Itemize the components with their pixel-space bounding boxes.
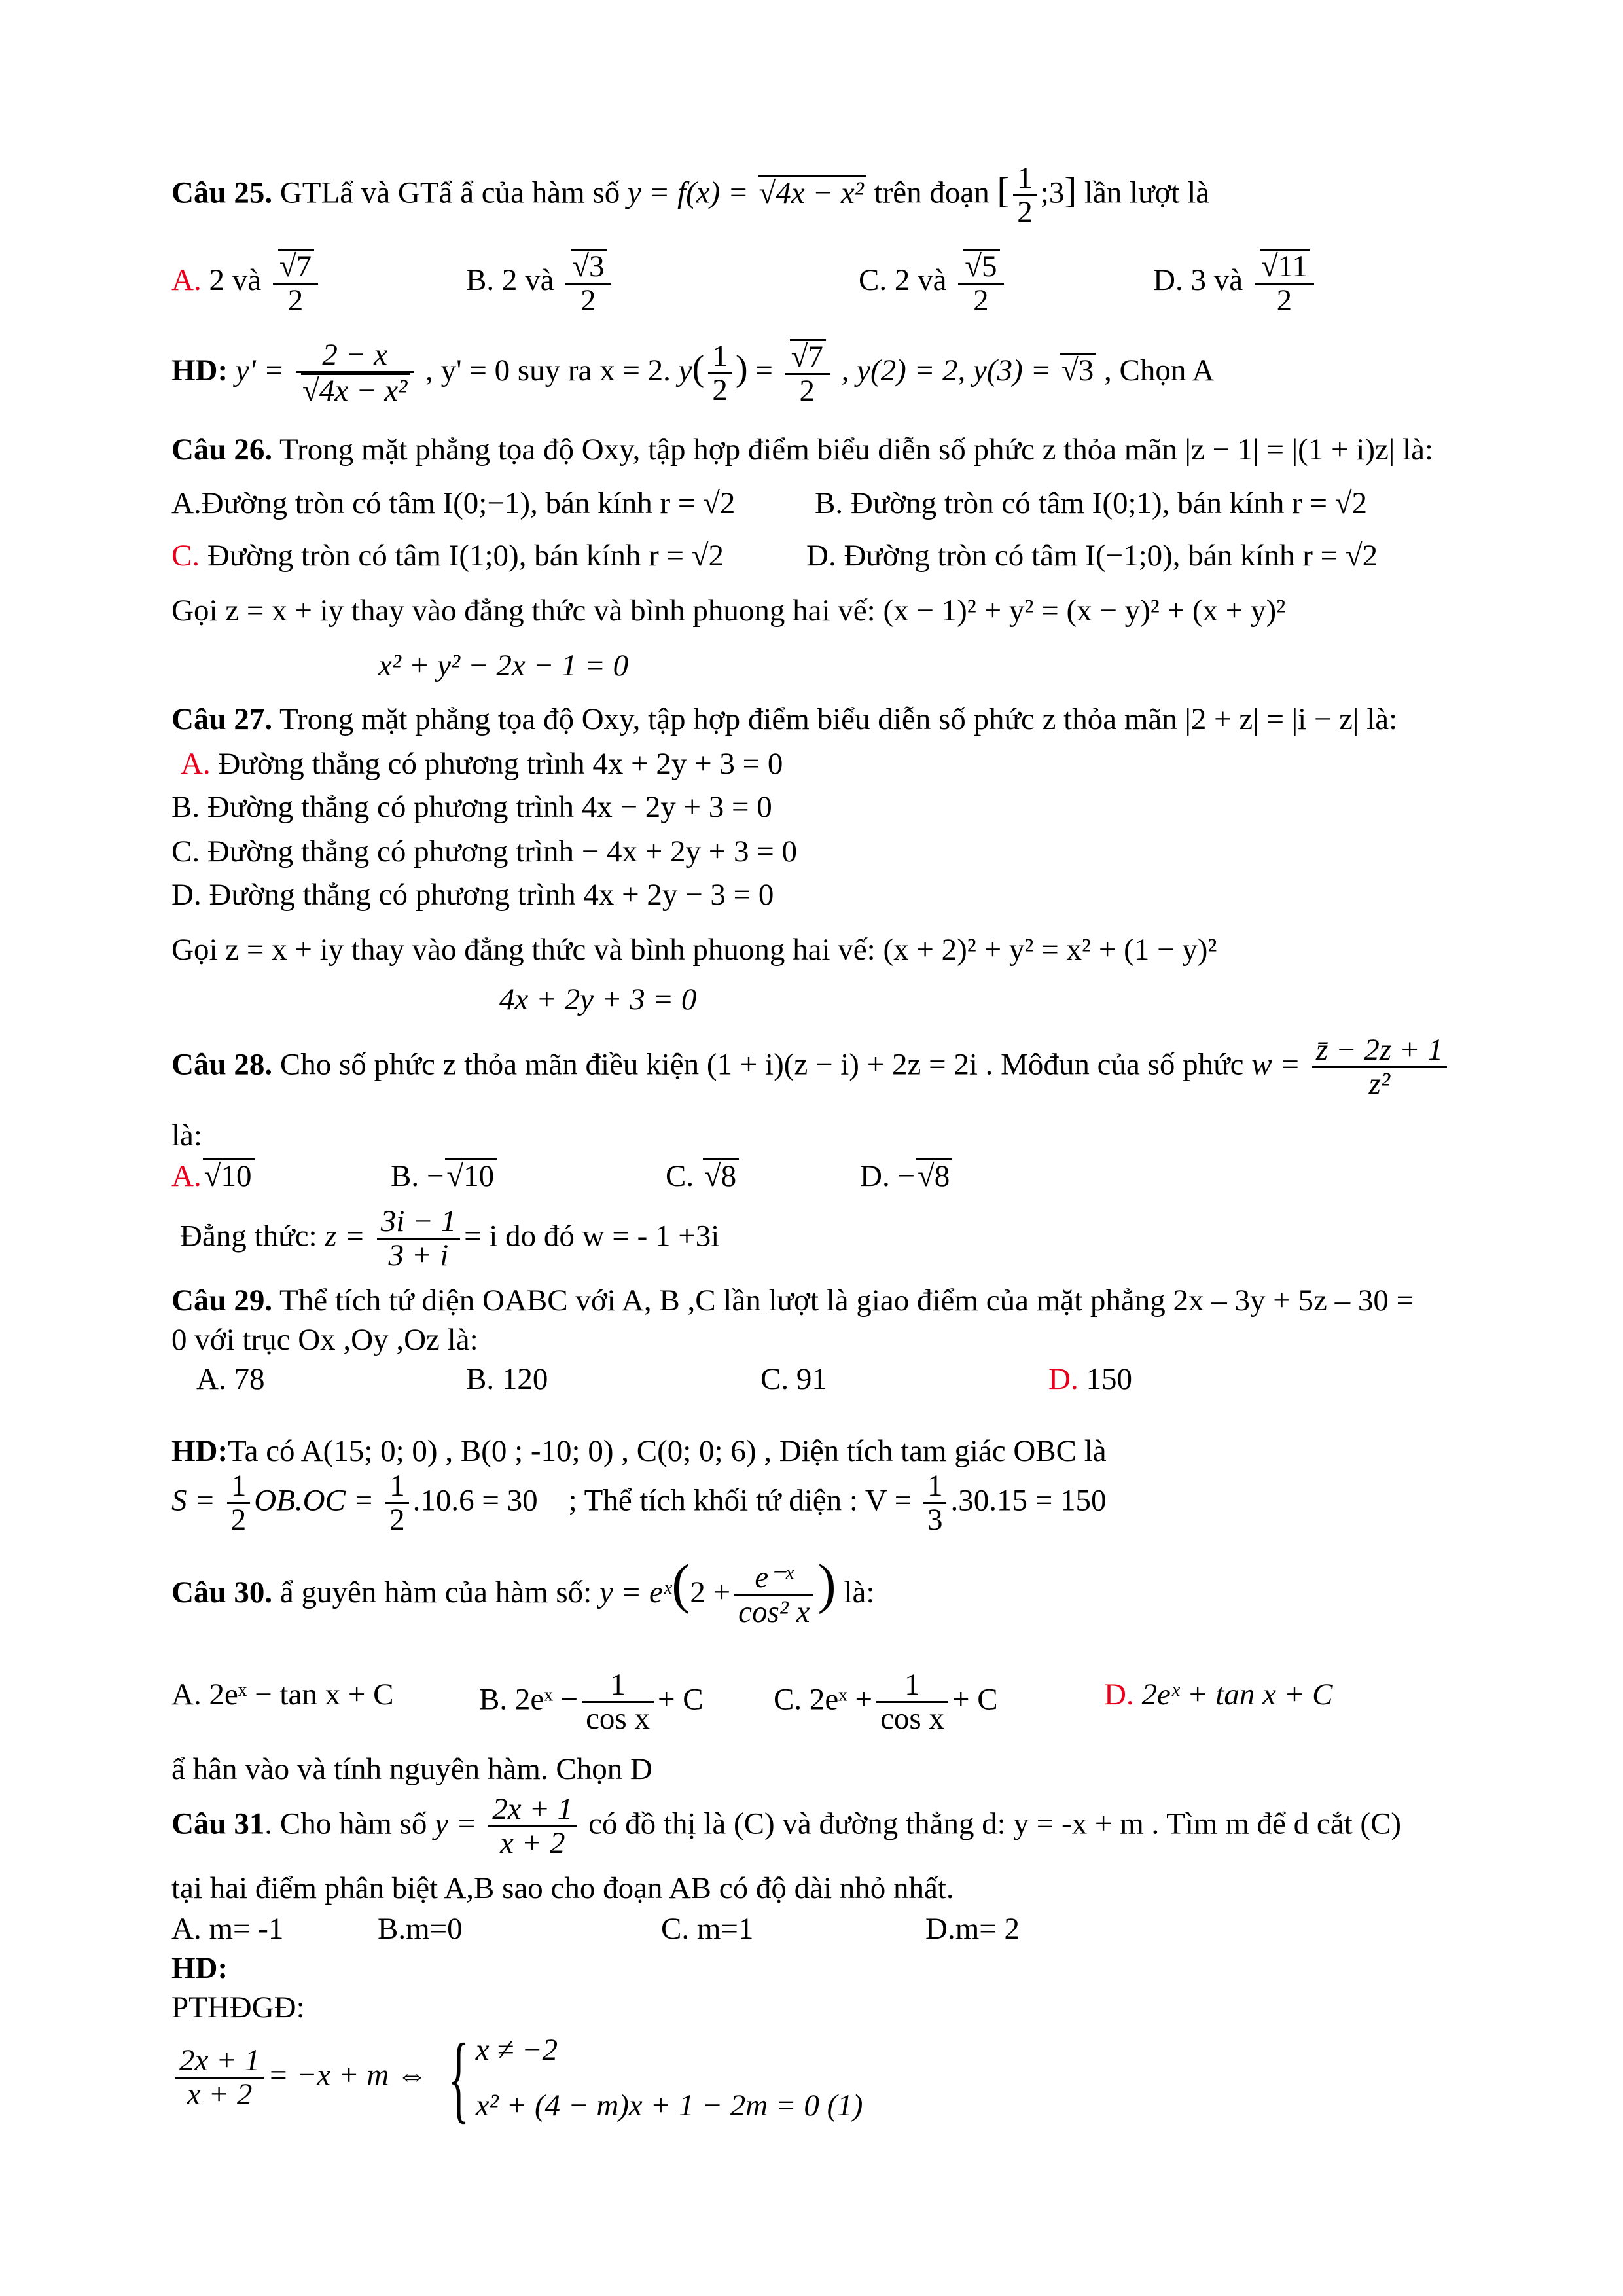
q29-question: Câu 29. Thể tích tứ diện OABC với A, B ,C lần lượt là giao điểm của mặt phẳng 2x – 3y + 5z – 30 = xyxy=(171,1283,1414,1318)
q27-result: 4x + 2y + 3 = 0 xyxy=(499,982,697,1016)
q25-option-c: C. 2 và √ $\frac{5}{2}$ xyxy=(859,249,1008,317)
q26-option-a: A.Đường tròn có tâm I(0;−1), bán kính r = √2 xyxy=(171,486,736,520)
q30-options xyxy=(171,1669,1415,1748)
q31-pthdgd: PTHĐGĐ: xyxy=(171,1990,305,2024)
q26-option-d: D. Đường tròn có tâm I(−1;0), bán kính r = √2 xyxy=(806,539,1378,573)
q30-option-d: D. 2eˣ + tan x + C xyxy=(1104,1677,1333,1712)
q27-hint: Gọi z = x + iy thay vào đẳng thức và bình phuong hai vế: (x + 2)² + y² = x² + (1 − y)² xyxy=(171,933,1217,967)
q29-option-d: D. 150 xyxy=(1048,1362,1132,1396)
q25-on-segment: trên đoạn xyxy=(874,175,990,210)
q25-text: GTLẩ và GTẩ ẩ của hàm số xyxy=(279,175,620,210)
q25-hint: HD: y' = 2 − x √ 4x − x² , y' = 0 suy ra x = 2. y( $\frac{1}{2}$ ) = √ $\frac{7}{2}$ , y(2) = 2, y(3) = √ 3 , Chọn A xyxy=(171,339,1214,408)
q31-system: $\frac{2x + 1}{x + 2}$ = −x + m ⇔ { x ≠ −2 x² + (4 − m)x + 1 − 2m = 0 (1) xyxy=(171,2022,863,2133)
q31-question-line2: tại hai điểm phân biệt A,B sao cho đoạn AB có độ dài nhỏ nhất. xyxy=(171,1871,954,1905)
q28-option-b: B. −√ 10 xyxy=(391,1158,497,1194)
q29-hint: HD:Ta có A(15; 0; 0) , B(0 ; -10; 0) , C(0; 0; 6) , Diện tích tam giác OBC là xyxy=(171,1434,1107,1468)
q25-options xyxy=(171,249,1349,327)
q25-option-b: B. 2 và √ $\frac{3}{2}$ xyxy=(466,249,615,317)
q27-option-b: B. Đường thẳng có phương trình 4x − 2y + 3 = 0 xyxy=(171,790,772,824)
q31-hd-label: HD: xyxy=(171,1951,228,1985)
q26-option-b: B. Đường tròn có tâm I(0;1), bán kính r = √2 xyxy=(815,486,1368,520)
q27-question: Câu 27. Trong mặt phẳng tọa độ Oxy, tập hợp điểm biểu diễn số phức z thỏa mãn |2 + z| = |i − z| là: xyxy=(171,702,1398,736)
q30-option-b: B. 2eˣ − $\frac{1}{\text{cos x}}$ + C xyxy=(479,1668,704,1736)
q25-option-d: D. 3 và √ $\frac{11}{2}$ xyxy=(1153,249,1318,317)
q26-hint: Gọi z = x + iy thay vào đẳng thức và bình phuong hai vế: (x − 1)² + y² = (x − y)² + (x + y)² xyxy=(171,594,1286,628)
q31-option-c: C. m=1 xyxy=(661,1912,754,1946)
q29-formula: S = $\frac{1}{2}$ OB.OC = $\frac{1}{2}$ .10.6 = 30 ; Thể tích khối tứ diện : V = $\frac{1}{3}$ .30.15 = 150 xyxy=(171,1469,1107,1537)
q31-option-b: B.m=0 xyxy=(378,1912,463,1946)
q28-option-a: A.√ 10 xyxy=(171,1158,255,1194)
q25-func-rad: √ 4x − x² xyxy=(758,175,866,209)
q30-option-a: A. 2eˣ − tan x + C xyxy=(171,1677,394,1712)
q31-option-d: D.m= 2 xyxy=(925,1912,1020,1946)
q29-option-a: A. 78 xyxy=(196,1362,265,1396)
q25-option-a: A. 2 và √ $\frac{7}{2}$ xyxy=(171,249,322,317)
q29-option-c: C. 91 xyxy=(760,1362,827,1396)
q30-note: ẩ hân vào và tính nguyên hàm. Chọn D xyxy=(171,1752,652,1786)
q26-result: x² + y² − 2x − 1 = 0 xyxy=(378,649,629,683)
q29-options xyxy=(171,1361,1284,1407)
q26-option-c: C. Đường tròn có tâm I(1;0), bán kính r = √2 xyxy=(171,539,724,573)
q25-func: y = f(x) = xyxy=(627,175,757,210)
q28-question: Câu 28. Cho số phức z thỏa mãn điều kiện (1 + i)(z − i) + 2z = 2i . Môđun của số phức w = $\frac{z̄ - 2z + 1}{\text{z²}}$ xyxy=(171,1034,1451,1101)
q31-question: Câu 31. Cho hàm số y = $\frac{2x + 1}{x + 2}$ có đồ thị là (C) và đường thẳng d: y = -x + m . Tìm m để d cắt (C) xyxy=(171,1792,1402,1861)
q25-tail: lần lượt là xyxy=(1084,175,1210,210)
q31-option-a: A. m= -1 xyxy=(171,1912,284,1946)
q26-question: Câu 26. Trong mặt phẳng tọa độ Oxy, tập hợp điểm biểu diễn số phức z thỏa mãn |z − 1| = |(1 + i)z| là: xyxy=(171,433,1433,467)
q27-option-c: C. Đường thẳng có phương trình − 4x + 2y + 3 = 0 xyxy=(171,834,798,869)
q25-label: Câu 25. xyxy=(171,175,273,210)
q25-interval-frac: $\frac{1}{2}$ xyxy=(1013,162,1037,229)
q30-question: Câu 30. ẩ guyên hàm của hàm số: y = eˣ(2 + $\frac{\text{e⁻ˣ}}{\text{cos² x}}$ ) là: xyxy=(171,1554,875,1629)
q27-option-a: A. Đường thẳng có phương trình 4x + 2y + 3 = 0 xyxy=(181,747,783,781)
q29-option-b: B. 120 xyxy=(466,1362,548,1396)
q25-question: Câu 25. GTLẩ và GTẩ ẩ của hàm số y = f(x) = √ 4x − x² trên đoạn [ $\frac{1}{2}$ ;3] lần lượt là xyxy=(171,162,1209,229)
q31-options xyxy=(171,1911,1088,1953)
q28-option-d: D. −√ 8 xyxy=(860,1158,952,1194)
q28-la: là: xyxy=(171,1119,202,1153)
q29-question-line2: 0 với trục Ox ,Oy ,Oz là: xyxy=(171,1323,478,1357)
q28-option-c: C. √ 8 xyxy=(666,1158,739,1194)
q27-option-d: D. Đường thẳng có phương trình 4x + 2y − 3 = 0 xyxy=(171,878,774,912)
q30-option-c: C. 2eˣ + $\frac{1}{\text{cos x}}$ + C xyxy=(774,1668,998,1736)
q28-options xyxy=(171,1158,1088,1204)
q28-hint: Đẳng thức: z = $\frac{3i - 1}{3 + i}$ = i do đó w = - 1 +3i xyxy=(180,1204,720,1273)
